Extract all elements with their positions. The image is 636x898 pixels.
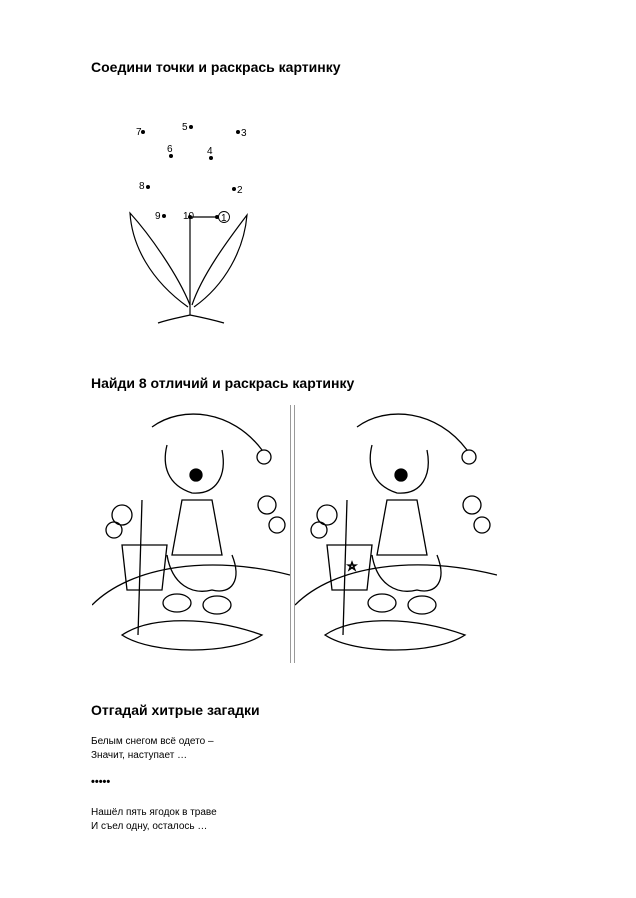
riddle-1-line-1: Белым снегом всё одето – [91,736,214,747]
dot-9 [162,214,166,218]
dot-label-1: 1 [221,213,227,224]
dot-2 [232,187,236,191]
dot-label-6: 6 [167,144,173,155]
dot-5 [189,125,193,129]
dot-label-3: 3 [241,128,247,139]
dot-label-9: 9 [155,211,161,222]
riddle-2-line-2: И съел одну, осталось … [91,821,208,832]
dot-label-5: 5 [182,122,188,133]
riddle-separator: ••••• [91,776,111,788]
find-differences-title: Найди 8 отличий и раскрась картинку [91,375,355,391]
riddle-2 [91,806,217,834]
riddle-2-line-1: Нашёл пять ягодок в траве [91,807,217,818]
connect-dots-title: Соедини точки и раскрась картинку [91,59,341,75]
riddle-1 [91,735,214,763]
boy-fishing-drawing-right [295,405,497,663]
dot-3 [236,130,240,134]
boy-fishing-drawing-left [92,405,290,663]
dot-label-10: 10 [183,211,195,222]
dot-label-4: 4 [207,146,213,157]
connect-dots-figure [110,105,280,335]
dot-8 [146,185,150,189]
dot-label-7: 7 [136,127,142,138]
difference-picture-right [294,405,497,663]
dot-label-2: 2 [237,185,243,196]
dot-label-8: 8 [139,181,145,192]
riddles-title: Отгадай хитрые загадки [91,702,260,718]
dot-7 [141,130,145,134]
difference-picture-left [92,405,291,663]
riddle-1-line-2: Значит, наступает … [91,750,188,761]
